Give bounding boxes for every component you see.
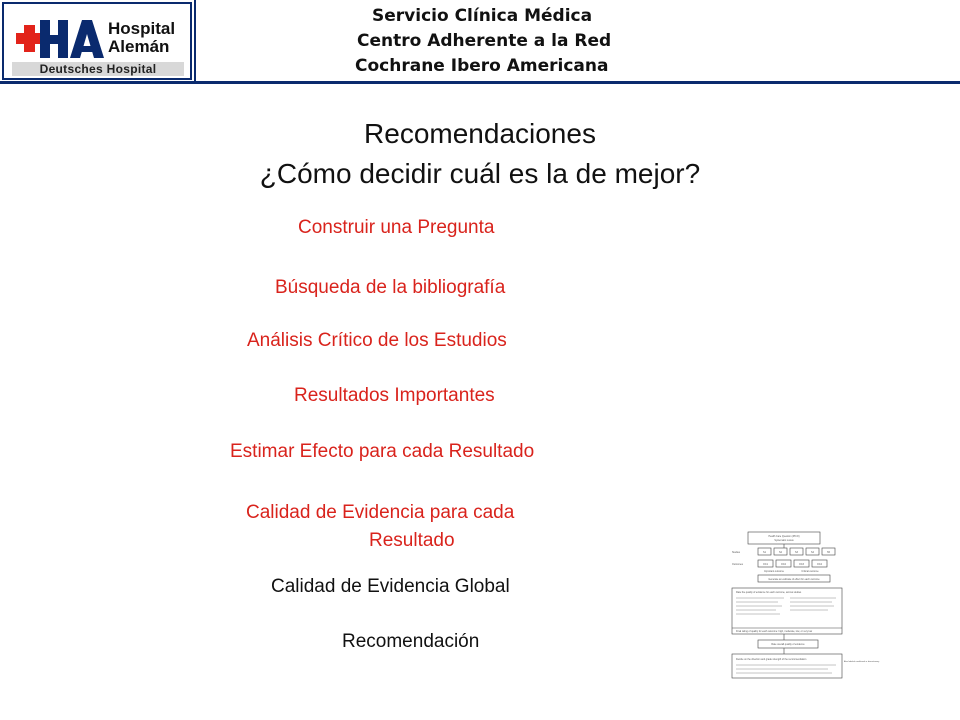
thumb-header-line2: Systematic review — [774, 539, 794, 542]
step-build-question: Construir una Pregunta — [298, 217, 495, 238]
hospital-logo-mark-icon — [14, 16, 104, 62]
thumb-overall-box: Rate overall quality of evidence — [771, 643, 805, 646]
slide-subtitle: ¿Cómo decidir cuál es la de mejor? — [259, 158, 701, 189]
step-important-outcomes: Resultados Importantes — [294, 385, 495, 406]
slide-title: Recomendaciones — [364, 118, 596, 149]
step-evidence-quality-line1: Calidad de Evidencia para cada — [246, 502, 515, 523]
grade-process-diagram-thumbnail — [728, 530, 880, 682]
step-estimate-effect: Estimar Efecto para cada Resultado — [230, 441, 535, 462]
thumb-outcome-box: OC2 — [781, 563, 786, 566]
header-line-network: Cochrane Ibero Americana — [355, 56, 609, 76]
step-literature-search: Búsqueda de la bibliografía — [275, 277, 506, 298]
header-bottom-rule — [0, 81, 960, 84]
thumb-study-box: S3 — [795, 551, 798, 554]
thumb-outcome-group: Critical outcome — [801, 570, 819, 573]
thumb-header-line1: Health Care Question (PICO) — [768, 535, 800, 538]
thumb-outcomes-label: Outcomes — [732, 563, 743, 566]
step-critical-analysis: Análisis Crítico de los Estudios — [247, 330, 507, 351]
logo-band: Deutsches Hospital — [12, 62, 184, 76]
thumb-study-box: S4 — [811, 551, 814, 554]
header-line-service: Servicio Clínica Médica — [372, 6, 593, 26]
logo-name-line2: Alemán — [108, 37, 170, 56]
thumb-study-box: S2 — [779, 551, 782, 554]
thumb-quality-box-title: Rate the quality of evidence for each outcome, across studies — [736, 591, 802, 594]
hospital-logo — [2, 2, 192, 80]
step-global-evidence-quality: Calidad de Evidencia Global — [271, 576, 510, 597]
thumb-study-box: S5 — [827, 551, 830, 554]
thumb-estimate-box: Generate an estimate of effect for each outcome — [768, 578, 820, 581]
step-evidence-quality-line2: Resultado — [369, 530, 455, 551]
thumb-outcome-box: OC3 — [799, 563, 804, 566]
slide-header — [0, 0, 960, 84]
thumb-outcome-box: OC1 — [763, 563, 768, 566]
thumb-outcome-group: Important outcome — [764, 570, 784, 573]
logo-name-line1: Hospital — [108, 19, 176, 38]
thumb-study-box: S1 — [763, 551, 766, 554]
step-recommendation: Recomendación — [342, 631, 480, 652]
thumb-studies-label: Studies — [732, 551, 740, 554]
header-vertical-divider — [194, 0, 196, 82]
header-line-center: Centro Adherente a la Red — [357, 31, 612, 51]
thumb-decide-box: Decide on the direction and grade strength of the recommendation — [736, 658, 807, 661]
thumb-outcome-box: OC4 — [817, 563, 822, 566]
thumb-side-note: Also labeled conditional or discretionary — [844, 661, 880, 663]
thumb-final-rating: Final rating of quality for each outcome: high, moderate, low, or very low — [736, 630, 813, 633]
